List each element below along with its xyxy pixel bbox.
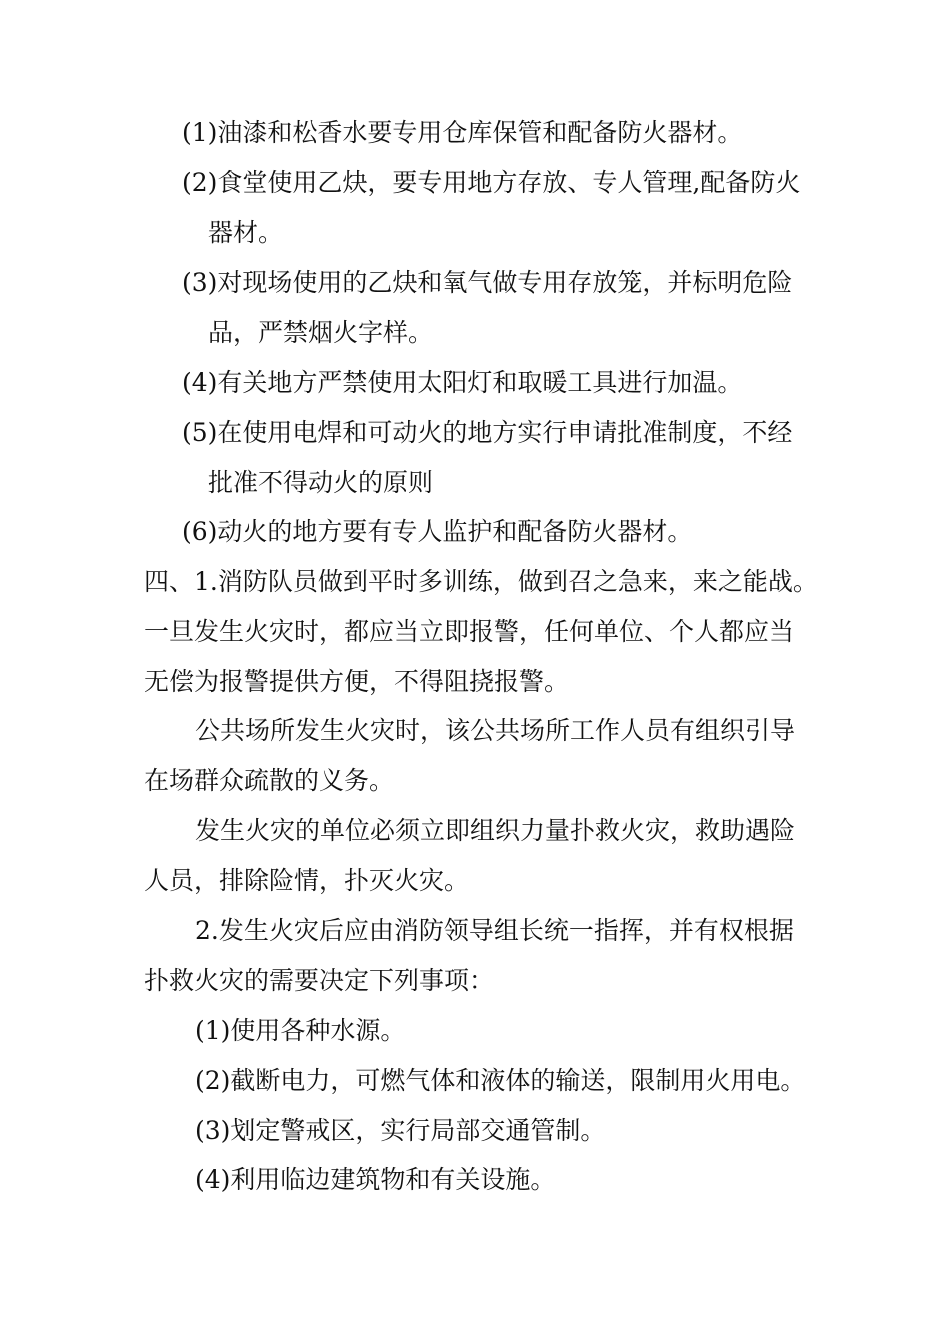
text-line: (4)利用临边建筑物和有关设施。	[195, 1165, 556, 1194]
text-line: 2.发生火灾后应由消防领导组长统一指挥，并有权根据	[195, 916, 794, 945]
text-line: 一旦发生火灾时，都应当立即报警，任何单位、个人都应当	[144, 617, 795, 646]
text-line: 人员，排除险情，扑灭火灾。	[144, 866, 470, 895]
text-line: 扑救火灾的需要决定下列事项：	[144, 966, 495, 995]
text-line: (2)食堂使用乙炔，要专用地方存放、专人管理,配备防火	[182, 168, 801, 197]
text-line: (6)动火的地方要有专人监护和配备防火器材。	[182, 517, 693, 546]
text-line: 在场群众疏散的义务。	[144, 766, 395, 795]
text-line: (3)对现场使用的乙炔和氧气做专用存放笼，并标明危险	[182, 268, 793, 297]
text-line: 发生火灾的单位必须立即组织力量扑救火灾，救助遇险	[195, 816, 796, 845]
text-line: (1)油漆和松香水要专用仓库保管和配备防火器材。	[182, 118, 743, 147]
text-line: 批准不得动火的原则	[208, 468, 434, 497]
text-line: 公共场所发生火灾时，该公共场所工作人员有组织引导	[195, 716, 796, 745]
text-line: (5)在使用电焊和可动火的地方实行申请批准制度，不经	[182, 418, 793, 447]
text-line: (3)划定警戒区，实行局部交通管制。	[195, 1116, 606, 1145]
text-line: 无偿为报警提供方便，不得阻挠报警。	[144, 667, 570, 696]
text-line: (1)使用各种水源。	[195, 1016, 406, 1045]
text-line: (2)截断电力，可燃气体和液体的输送，限制用火用电。	[195, 1066, 806, 1095]
text-line: 四、1.消防队员做到平时多训练，做到召之急来，来之能战。	[144, 567, 818, 596]
text-line: 器材。	[208, 218, 284, 247]
text-line: (4)有关地方严禁使用太阳灯和取暖工具进行加温。	[182, 368, 743, 397]
text-line: 品，严禁烟火字样。	[208, 318, 434, 347]
